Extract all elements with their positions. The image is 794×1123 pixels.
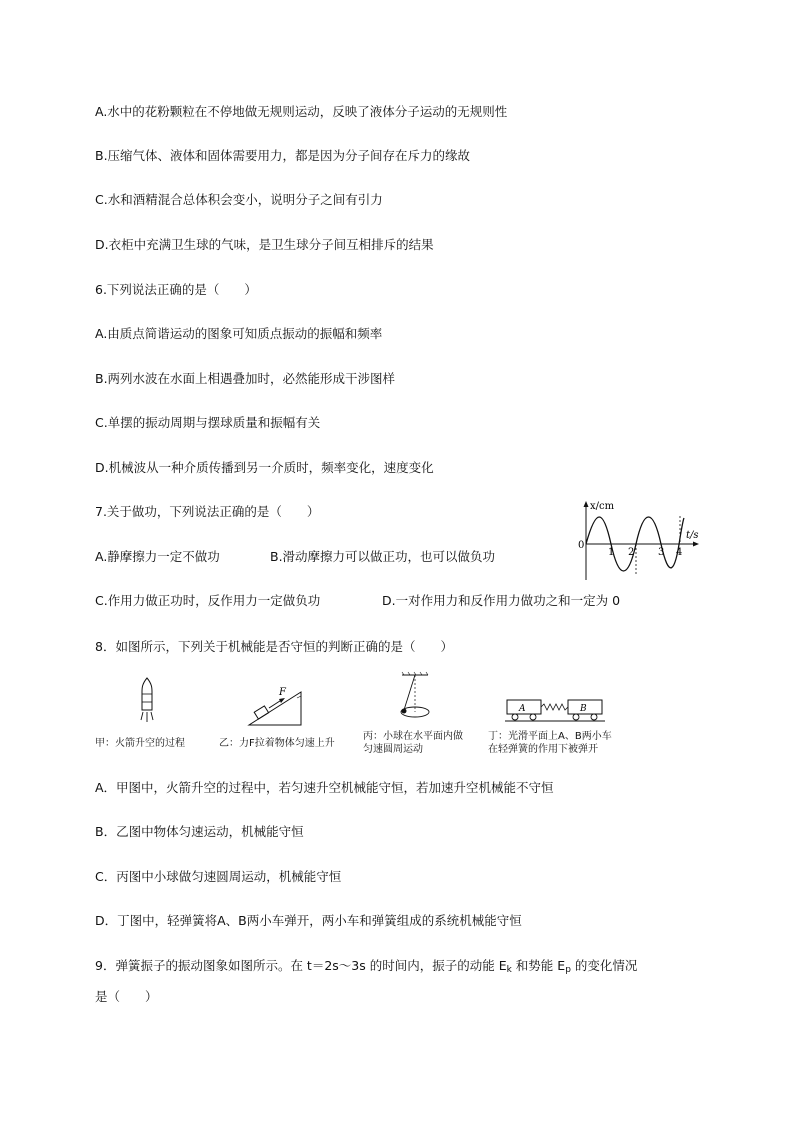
- force-label: F: [279, 687, 286, 698]
- caption-jia: 甲：火箭升空的过程: [95, 738, 185, 749]
- q7-option-d: D.一对作用力和反作用力做功之和一定为 0: [382, 593, 621, 608]
- q6-option-d: D.机械波从一种介质传播到另一介质时，频率变化，速度变化: [95, 460, 434, 475]
- q7-option-b: B.滑动摩擦力可以做正功，也可以做负功: [270, 549, 496, 564]
- cart-a-label: A: [519, 704, 526, 714]
- cart-b-wheel-2: [591, 714, 597, 720]
- q6-stem: 6.下列说法正确的是（ ）: [95, 282, 257, 297]
- q7-option-c: C.作用力做正功时，反作用力一定做负功: [95, 593, 321, 608]
- caption-yi: 乙：力F拉着物体匀速上升: [219, 738, 335, 749]
- pendulum-figure: [390, 672, 440, 724]
- pendulum-ball: [402, 709, 407, 714]
- x-axis-arrow: [693, 542, 699, 547]
- incline: [249, 692, 301, 725]
- q5-option-d: D.衣柜中充满卫生球的气味，是卫生球分子间互相排斥的结果: [95, 237, 434, 252]
- q8-option-a: A．甲图中，火箭升空的过程中，若匀速升空机械能守恒，若加速升空机械能不守恒: [95, 780, 554, 795]
- caption-bing-2: 匀速圆周运动: [363, 744, 423, 755]
- pendulum-string: [404, 675, 415, 710]
- cart-a-wheel-2: [530, 714, 536, 720]
- y-axis-arrow: [584, 501, 589, 507]
- q5-option-c: C.水和酒精混合总体积会变小，说明分子之间有引力: [95, 192, 383, 207]
- q6-option-b: B.两列水波在水面上相遇叠加时，必然能形成干涉图样: [95, 371, 396, 386]
- q9-stem-part1: 9．弹簧振子的振动图象如图所示。在 t＝2s～3s 的时间内，振子的动能 E: [95, 958, 507, 973]
- q9-stem-line2: 是（ ）: [95, 989, 158, 1004]
- caption-ding-1: 丁：光滑平面上A、B两小车: [488, 731, 612, 742]
- incline-hatch: [297, 696, 301, 698]
- rocket-flame: [141, 712, 153, 722]
- vibration-graph: [570, 498, 700, 588]
- q8-option-d: D．丁图中，轻弹簧将A、B两小车弹开，两小车和弹簧组成的系统机械能守恒: [95, 913, 522, 928]
- tick-1: 1: [608, 547, 615, 558]
- rocket-figure: [132, 676, 162, 726]
- cart-b-wheel-1: [573, 714, 579, 720]
- q9-sub-p: p: [565, 965, 571, 975]
- cart-b-label: B: [580, 704, 587, 714]
- tick-4: 4: [676, 547, 683, 558]
- q5-option-b: B.压缩气体、液体和固体需要用力，都是因为分子间存在斥力的缘故: [95, 148, 471, 163]
- q7-option-a: A.静摩擦力一定不做功: [95, 549, 220, 564]
- q6-option-c: C.单摆的振动周期与摆球质量和振幅有关: [95, 415, 321, 430]
- q8-stem: 8．如图所示，下列关于机械能是否守恒的判断正确的是（ ）: [95, 639, 453, 654]
- q7-stem: 7.关于做功，下列说法正确的是（ ）: [95, 504, 320, 519]
- q9-stem-part3: 的变化情况: [570, 958, 638, 973]
- q8-option-c: C．丙图中小球做匀速圆周运动，机械能守恒: [95, 869, 342, 884]
- origin-label: 0: [578, 540, 585, 551]
- caption-bing-1: 丙：小球在水平面内做: [363, 731, 463, 742]
- tick-3: 3: [658, 547, 665, 558]
- q9-stem: [95, 958, 637, 978]
- x-axis-label: t/s: [686, 530, 699, 541]
- spring: [541, 704, 568, 710]
- incline-figure: [245, 686, 305, 728]
- carts-figure: [505, 696, 610, 724]
- q5-option-a: A.水中的花粉颗粒在不停地做无规则运动，反映了液体分子运动的无规则性: [95, 104, 508, 119]
- y-axis-label: x/cm: [590, 501, 615, 512]
- q8-option-b: B．乙图中物体匀速运动，机械能守恒: [95, 824, 304, 839]
- caption-ding-2: 在轻弹簧的作用下被弹开: [488, 744, 598, 755]
- tick-2: 2: [628, 547, 635, 558]
- q9-sub-k: k: [506, 965, 512, 975]
- cart-a-wheel-1: [512, 714, 518, 720]
- q9-stem-part2: 和势能 E: [511, 958, 566, 973]
- incline-block: [254, 706, 268, 719]
- q6-option-a: A.由质点简谐运动的图象可知质点振动的振幅和频率: [95, 326, 383, 341]
